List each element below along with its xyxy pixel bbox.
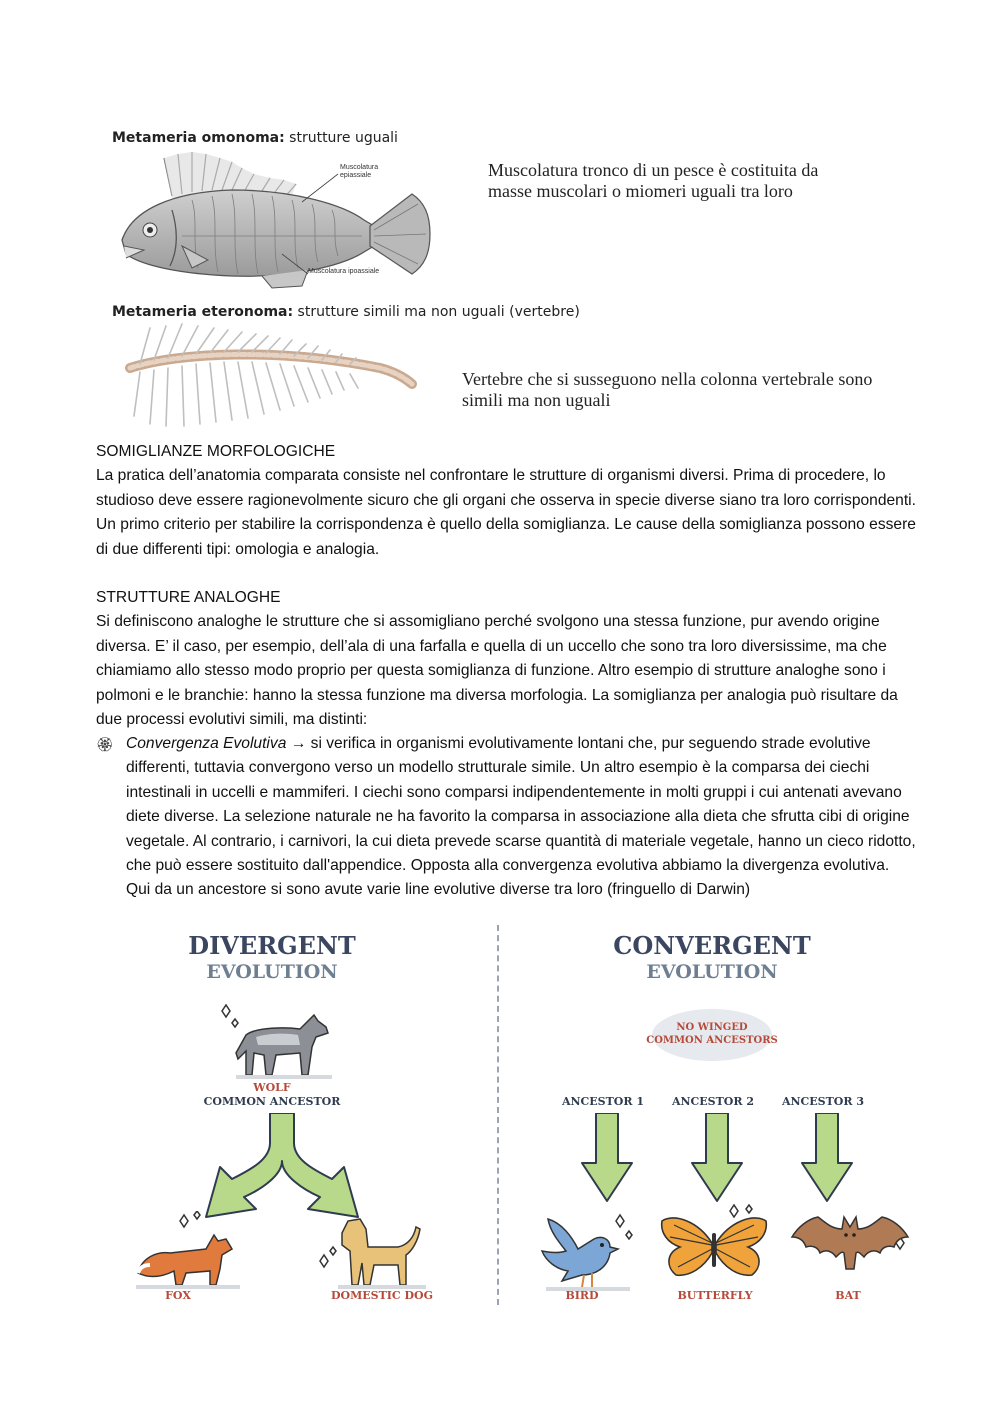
convergent-subtitle: EVOLUTION [646,961,778,983]
bullet-term: Convergenza Evolutiva [126,735,287,752]
fish-label-epiassiale: Muscolatura epiassiale [340,164,379,179]
section-strutture-analoghe [96,586,916,732]
fish-label-ipoassiale: Muscolatura ipoassiale [308,268,380,275]
paragraph: La pratica dell’anatomia comparata consiste nel confrontare le strutture di organismi diversi. Prima di procedere, lo studioso deve essere ragionevolmente sicuro che gli organi che osserva in specie diverse siano tra loro corrispondenti. Un primo criterio per stabilire la corrispondenza è quello della somiglianza. Le cause della somiglianza possono essere di due differenti tipi: omologia e analogia. [96,467,916,558]
section-somiglianze [96,440,916,562]
bullet-convergenza [96,732,916,928]
convergent-title: CONVERGENT [613,931,811,960]
bat-label: BAT [835,1289,861,1302]
divergent-subtitle: EVOLUTION [206,961,338,983]
figure-title-omonoma: Metameria omonoma: strutture uguali [112,130,398,146]
ancestor-3-label: ANCESTOR 3 [781,1095,865,1108]
ancestor-2-label: ANCESTOR 2 [671,1095,755,1108]
arrow-icon: → [290,735,307,752]
wolf-common-ancestor-label: COMMON ANCESTOR [203,1095,341,1108]
ancestor-1-label: ANCESTOR 1 [561,1095,645,1108]
section-heading: STRUTTURE ANALOGHE [96,589,281,606]
bird-label: BIRD [565,1289,599,1302]
bat-icon [788,1207,912,1287]
butterfly-icon [654,1203,774,1287]
bird-icon [532,1209,642,1293]
evolution-infographic [112,925,912,1315]
divider [497,925,499,1305]
figure-title-eteronoma: Metameria eteronoma: strutture simili ma non uguali (vertebre) [112,304,580,320]
wolf-label: WOLF [253,1081,291,1094]
fox-icon [128,1211,248,1291]
dog-icon [312,1207,432,1291]
butterfly-label: BUTTERFLY [677,1289,753,1302]
convergent-arrows [552,1113,882,1203]
dog-label: DOMESTIC DOG [330,1289,434,1302]
fox-label: FOX [165,1289,191,1302]
flower-bullet-icon: 🏵 [96,736,114,752]
no-winged-label: NO WINGED [676,1022,748,1033]
wolf-icon [216,1001,336,1081]
divergent-title: DIVERGENT [188,931,356,960]
fish-illustration [112,150,462,290]
bullet-text: Convergenza Evolutiva → si verifica in organismi evolutivamente lontani che, pur seguendo strade evolutive differenti, tuttavia convergono verso un modello strutturale simile. Un altro esempio è la comparsa dei ciechi intestinali in uccelli e mammiferi. I ciechi sono comparsi indipendentemente in molti gruppi i cui antenati avevano diete diverse. La selezione naturale ne ha favorito la comparsa in associazione alla dieta che sfrutta cibi di origine vegetale. Al contrario, i carnivori, la cui dieta prevede scarse quantità di materiale vegetale, hanno un cieco ridotto, che può essere sostituito dall'appendice. Opposta alla convergenza evolutiva abbiamo la divergenza evolutiva. Qui da un ancestore si sono avute varie line evolutive diverse tra loro (fringuello di Darwin) [126,735,916,899]
vertebrae-note: Vertebre che si susseguono nella colonna vertebrale sono simili ma non uguali [462,369,873,410]
section-heading: SOMIGLIANZE MORFOLOGICHE [96,443,336,460]
fish-note: Muscolatura tronco di un pesce è costituita da masse muscolari o miomeri uguali tra loro [488,160,819,201]
paragraph: Si definiscono analoghe le strutture che si assomigliano perché svolgono una stessa funzione, pur avendo origine diversa. E’ il caso, per esempio, dell’ala di una farfalla e quella di un uccello che sono tra loro diversissime, ma che chiamiamo allo stesso modo proprio per questa somiglianza di funzione. Altro esempio di strutture analoghe sono i polmoni e le branchie: hanno la stessa funzione ma diversa morfologia. La somiglianza per analogia può risultare da due processi evolutivi simili, ma distinti: [96,613,898,729]
vertebral-column-illustration [120,322,420,432]
no-winged-label-2: COMMON ANCESTORS [646,1035,778,1046]
